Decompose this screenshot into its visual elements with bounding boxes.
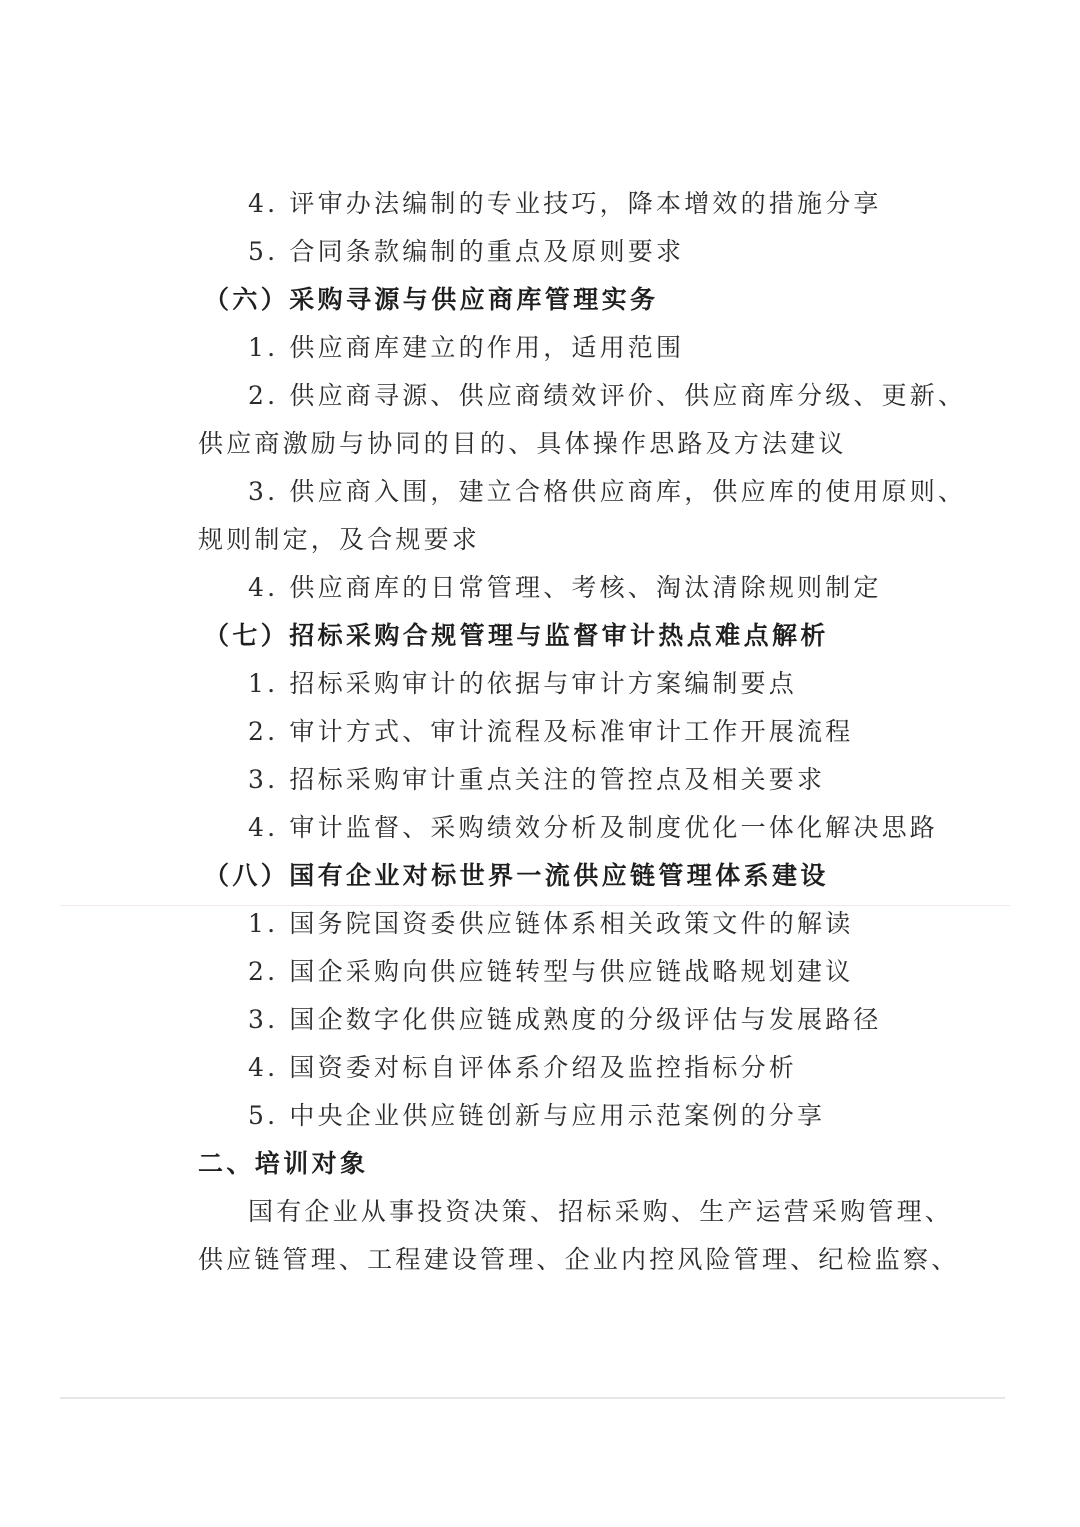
list-item: 4. 国资委对标自评体系介绍及监控指标分析 (248, 1053, 798, 1082)
list-item: 5. 合同条款编制的重点及原则要求 (248, 237, 685, 266)
section-heading: （七）招标采购合规管理与监督审计热点难点解析 (204, 621, 829, 650)
list-item: 2. 国企采购向供应链转型与供应链战略规划建议 (248, 957, 854, 986)
list-item: 2. 供应商寻源、供应商绩效评价、供应商库分级、更新、 (248, 381, 967, 410)
list-item: 1. 供应商库建立的作用，适用范围 (248, 333, 685, 362)
section-heading: （六）采购寻源与供应商库管理实务 (204, 285, 659, 314)
list-item: 3. 国企数字化供应链成熟度的分级评估与发展路径 (248, 1005, 882, 1034)
page-bottom-rule (60, 1397, 1005, 1399)
chapter-heading: 二、培训对象 (198, 1149, 369, 1178)
list-item: 3. 招标采购审计重点关注的管控点及相关要求 (248, 765, 826, 794)
list-item: 2. 审计方式、审计流程及标准审计工作开展流程 (248, 717, 854, 746)
list-item-continuation: 供应商激励与协同的目的、具体操作思路及方法建议 (198, 429, 847, 458)
list-item: 4. 审计监督、采购绩效分析及制度优化一体化解决思路 (248, 813, 939, 842)
list-item: 1. 招标采购审计的依据与审计方案编制要点 (248, 669, 798, 698)
list-item: 5. 中央企业供应链创新与应用示范案例的分享 (248, 1101, 826, 1130)
list-item: 3. 供应商入围，建立合格供应商库，供应库的使用原则、 (248, 477, 967, 506)
paragraph-line: 国有企业从事投资决策、招标采购、生产运营采购管理、 (248, 1197, 954, 1226)
paragraph-line: 供应链管理、工程建设管理、企业内控风险管理、纪检监察、 (198, 1245, 960, 1274)
list-item: 4. 评审办法编制的专业技巧，降本增效的措施分享 (248, 189, 882, 218)
list-item-continuation: 规则制定，及合规要求 (198, 525, 481, 554)
list-item: 4. 供应商库的日常管理、考核、淘汰清除规则制定 (248, 573, 882, 602)
section-heading: （八）国有企业对标世界一流供应链管理体系建设 (204, 861, 829, 890)
list-item: 1. 国务院国资委供应链体系相关政策文件的解读 (248, 909, 854, 938)
